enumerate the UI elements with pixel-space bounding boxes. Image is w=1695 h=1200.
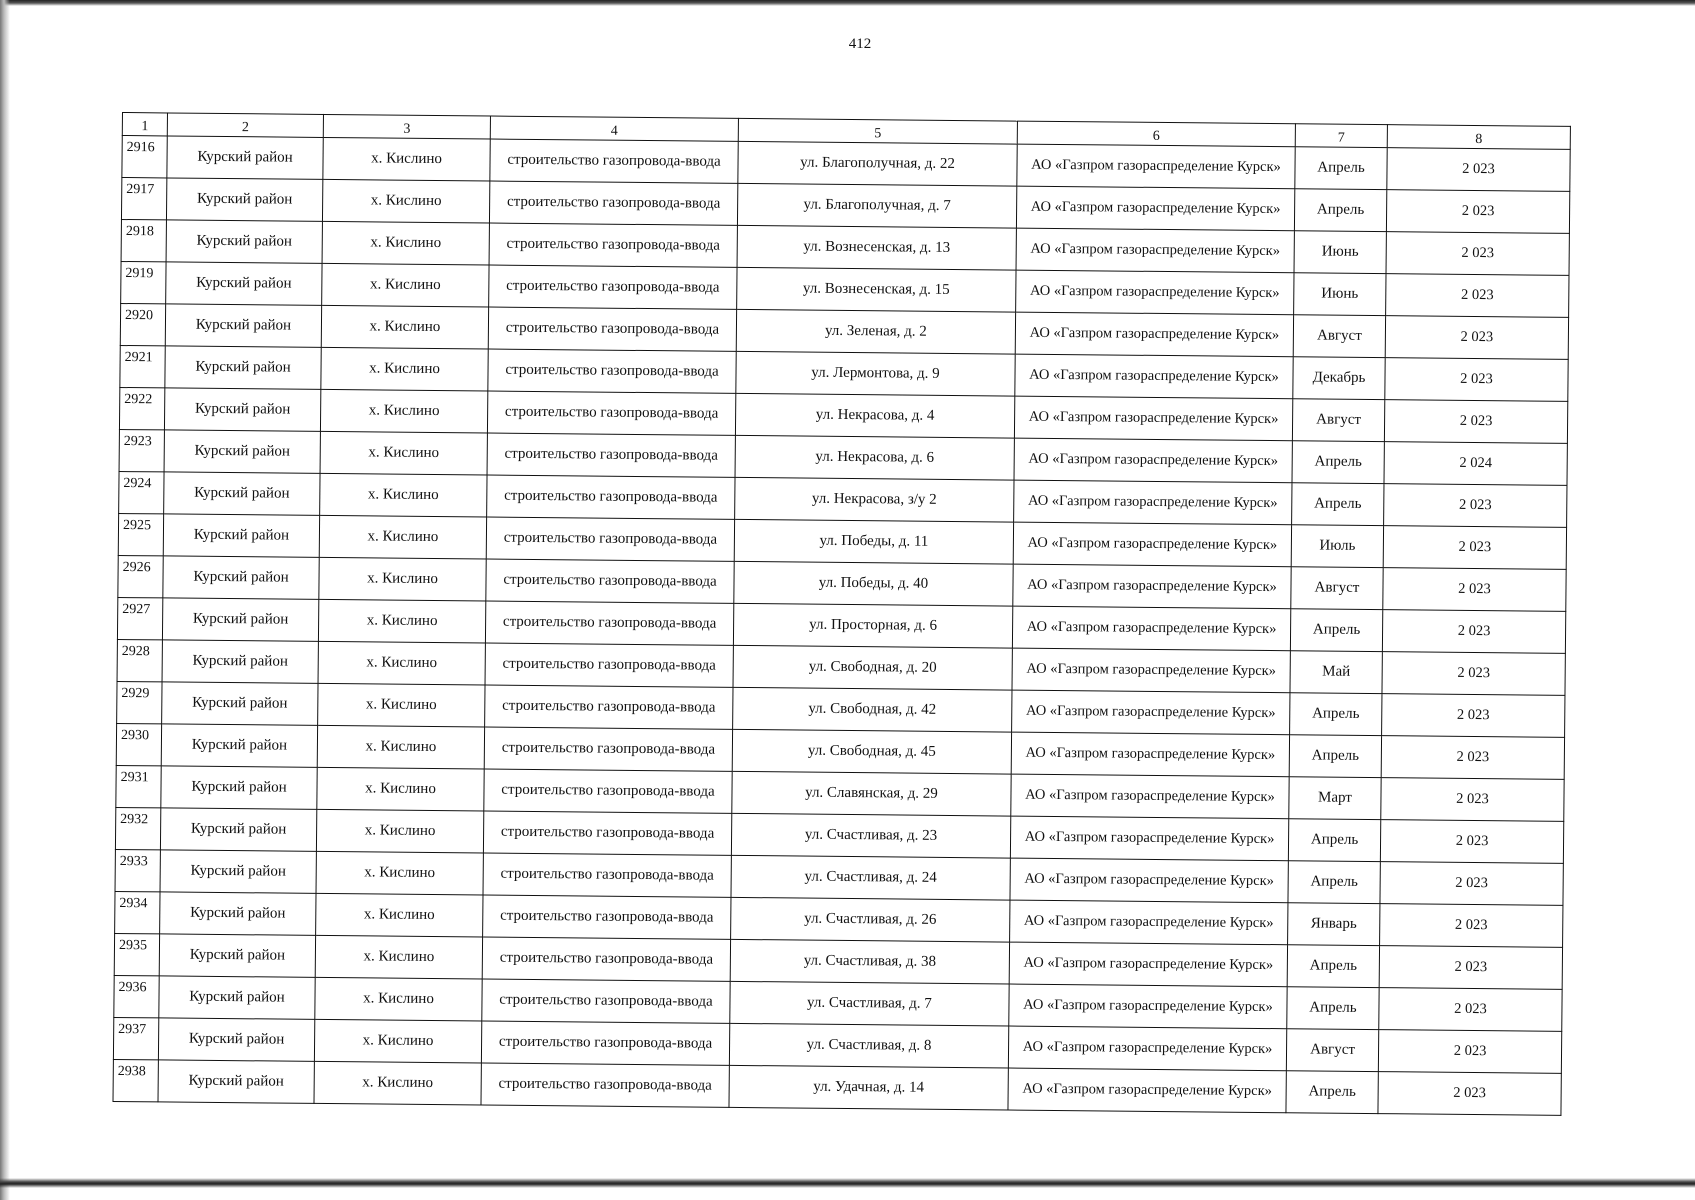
settlement-cell: х. Кислино (318, 641, 485, 685)
settlement-cell: х. Кислино (321, 347, 488, 391)
work-type-cell: строительство газопровода-ввода (488, 349, 736, 393)
row-number-cell: 2924 (119, 471, 164, 513)
column-header: 8 (1387, 125, 1570, 150)
year-cell: 2 023 (1378, 1030, 1561, 1074)
year-cell: 2 023 (1378, 1072, 1561, 1116)
year-cell: 2 023 (1381, 778, 1564, 822)
settlement-cell: х. Кислино (316, 851, 483, 895)
district-cell: Курский район (162, 640, 318, 683)
row-number-cell: 2926 (118, 555, 163, 597)
district-cell: Курский район (164, 472, 320, 515)
work-type-cell: строительство газопровода-ввода (486, 559, 734, 603)
address-cell: ул. Вознесенская, д. 13 (737, 225, 1016, 270)
month-cell: Апрель (1290, 693, 1382, 736)
column-header: 4 (490, 116, 738, 141)
work-type-cell: строительство газопровода-ввода (481, 1021, 729, 1065)
month-cell: Апрель (1292, 483, 1384, 526)
address-cell: ул. Славянская, д. 29 (732, 771, 1011, 816)
organization-cell: АО «Газпром газораспределение Курск» (1013, 564, 1291, 609)
work-type-cell: строительство газопровода-ввода (489, 223, 737, 267)
row-number-cell: 2916 (122, 136, 167, 178)
month-cell: Апрель (1287, 987, 1379, 1030)
month-cell: Апрель (1290, 609, 1382, 652)
address-cell: ул. Счастливая, д. 38 (730, 939, 1009, 984)
month-cell: Апрель (1288, 861, 1380, 904)
row-number-cell: 2921 (120, 345, 165, 387)
row-number-cell: 2932 (115, 807, 160, 849)
year-cell: 2 023 (1380, 820, 1563, 864)
row-number-cell: 2937 (113, 1017, 158, 1059)
column-header: 6 (1017, 121, 1295, 147)
month-cell: Июль (1291, 525, 1383, 568)
organization-cell: АО «Газпром газораспределение Курск» (1014, 396, 1292, 441)
month-cell: Май (1290, 651, 1382, 694)
work-type-cell: строительство газопровода-ввода (487, 433, 735, 477)
column-header: 2 (167, 113, 323, 137)
row-number-cell: 2929 (117, 681, 162, 723)
address-cell: ул. Свободная, д. 20 (733, 645, 1012, 690)
settlement-cell: х. Кислино (323, 137, 490, 181)
district-cell: Курский район (166, 178, 322, 221)
month-cell: Март (1289, 777, 1381, 820)
year-cell: 2 023 (1385, 358, 1568, 402)
district-cell: Курский район (158, 1060, 314, 1103)
month-cell: Август (1292, 399, 1384, 442)
district-cell: Курский район (166, 220, 322, 263)
district-cell: Курский район (159, 976, 315, 1019)
scan-edge-left (0, 0, 10, 1200)
district-cell: Курский район (163, 514, 319, 557)
row-number-cell: 2922 (119, 387, 164, 429)
row-number-cell: 2925 (118, 513, 163, 555)
table-wrapper (112, 112, 1569, 1116)
month-cell: Апрель (1286, 1071, 1378, 1114)
month-cell: Июнь (1294, 273, 1386, 316)
work-type-cell: строительство газопровода-ввода (489, 181, 737, 225)
settlement-cell: х. Кислино (320, 473, 487, 517)
settlement-cell: х. Кислино (320, 389, 487, 433)
district-cell: Курский район (163, 556, 319, 599)
row-number-cell: 2936 (114, 975, 159, 1017)
month-cell: Август (1291, 567, 1383, 610)
row-number-cell: 2927 (117, 597, 162, 639)
address-cell: ул. Победы, д. 40 (734, 561, 1013, 606)
row-number-cell: 2933 (115, 849, 160, 891)
organization-cell: АО «Газпром газораспределение Курск» (1015, 312, 1293, 357)
district-cell: Курский район (161, 766, 317, 809)
month-cell: Август (1293, 315, 1385, 358)
organization-cell: АО «Газпром газораспределение Курск» (1011, 774, 1289, 819)
organization-cell: АО «Газпром газораспределение Курск» (1016, 186, 1294, 231)
work-type-cell: строительство газопровода-ввода (487, 475, 735, 519)
settlement-cell: х. Кислино (315, 977, 482, 1021)
district-cell: Курский район (160, 892, 316, 935)
year-cell: 2 023 (1380, 904, 1563, 948)
settlement-cell: х. Кислино (317, 725, 484, 769)
year-cell: 2 023 (1384, 484, 1567, 528)
scan-edge-top (0, 0, 1695, 6)
work-type-cell: строительство газопровода-ввода (483, 895, 731, 939)
row-number-cell: 2923 (119, 429, 164, 471)
work-type-cell: строительство газопровода-ввода (481, 1063, 729, 1107)
work-type-cell: строительство газопровода-ввода (483, 853, 731, 897)
address-cell: ул. Счастливая, д. 26 (731, 897, 1010, 942)
row-number-cell: 2919 (121, 261, 166, 303)
month-cell: Апрель (1292, 441, 1384, 484)
address-cell: ул. Счастливая, д. 23 (731, 813, 1010, 858)
year-cell: 2 023 (1380, 862, 1563, 906)
settlement-cell: х. Кислино (322, 221, 489, 265)
work-type-cell: строительство газопровода-ввода (484, 727, 732, 771)
month-cell: Апрель (1289, 735, 1381, 778)
district-cell: Курский район (165, 304, 321, 347)
year-cell: 2 023 (1379, 988, 1562, 1032)
year-cell: 2 023 (1383, 568, 1566, 612)
district-cell: Курский район (166, 262, 322, 305)
address-cell: ул. Некрасова, з/у 2 (735, 477, 1014, 522)
address-cell: ул. Некрасова, д. 4 (735, 393, 1014, 438)
address-cell: ул. Удачная, д. 14 (729, 1065, 1008, 1110)
organization-cell: АО «Газпром газораспределение Курск» (1016, 228, 1294, 273)
work-type-cell: строительство газопровода-ввода (486, 517, 734, 561)
month-cell: Апрель (1288, 819, 1380, 862)
month-cell: Апрель (1295, 147, 1387, 190)
organization-cell: АО «Газпром газораспределение Курск» (1014, 480, 1292, 525)
address-cell: ул. Победы, д. 11 (734, 519, 1013, 564)
organization-cell: АО «Газпром газораспределение Курск» (1017, 144, 1295, 189)
organization-cell: АО «Газпром газораспределение Курск» (1008, 1068, 1286, 1113)
district-cell: Курский район (165, 346, 321, 389)
work-type-cell: строительство газопровода-ввода (482, 937, 730, 981)
year-cell: 2 023 (1384, 400, 1567, 444)
organization-cell: АО «Газпром газораспределение Курск» (1008, 1026, 1286, 1071)
row-number-cell: 2930 (116, 723, 161, 765)
column-header: 1 (122, 113, 167, 136)
row-number-cell: 2928 (117, 639, 162, 681)
settlement-cell: х. Кислино (319, 515, 486, 559)
settlement-cell: х. Кислино (319, 557, 486, 601)
month-cell: Январь (1288, 903, 1380, 946)
settlement-cell: х. Кислино (318, 599, 485, 643)
work-type-cell: строительство газопровода-ввода (490, 139, 738, 183)
address-cell: ул. Счастливая, д. 8 (729, 1023, 1008, 1068)
district-cell: Курский район (164, 388, 320, 431)
district-cell: Курский район (167, 136, 323, 179)
district-cell: Курский район (164, 430, 320, 473)
month-cell: Июнь (1294, 231, 1386, 274)
month-cell: Апрель (1294, 189, 1386, 232)
organization-cell: АО «Газпром газораспределение Курск» (1011, 732, 1289, 777)
year-cell: 2 023 (1382, 610, 1565, 654)
work-type-cell: строительство газопровода-ввода (484, 769, 732, 813)
column-header: 7 (1295, 124, 1387, 148)
year-cell: 2 023 (1382, 652, 1565, 696)
organization-cell: АО «Газпром газораспределение Курск» (1010, 900, 1288, 945)
year-cell: 2 024 (1384, 442, 1567, 486)
page-number: 412 (848, 36, 872, 52)
work-type-cell: строительство газопровода-ввода (485, 601, 733, 645)
settlement-cell: х. Кислино (316, 809, 483, 853)
year-cell: 2 023 (1386, 274, 1569, 318)
row-number-cell: 2931 (116, 765, 161, 807)
organization-cell: АО «Газпром газораспределение Курск» (1015, 354, 1293, 399)
year-cell: 2 023 (1386, 232, 1569, 276)
address-cell: ул. Счастливая, д. 24 (731, 855, 1010, 900)
district-cell: Курский район (158, 1018, 314, 1061)
organization-cell: АО «Газпром газораспределение Курск» (1010, 858, 1288, 903)
address-cell: ул. Вознесенская, д. 15 (737, 267, 1016, 312)
row-number-cell: 2917 (121, 178, 166, 220)
organization-cell: АО «Газпром газораспределение Курск» (1009, 984, 1287, 1029)
settlement-cell: х. Кислино (320, 431, 487, 475)
settlement-cell: х. Кислино (314, 1061, 481, 1105)
column-header: 3 (323, 114, 490, 139)
district-cell: Курский район (160, 850, 316, 893)
organization-cell: АО «Газпром газораспределение Курск» (1012, 690, 1290, 735)
year-cell: 2 023 (1382, 694, 1565, 738)
organization-cell: АО «Газпром газораспределение Курск» (1012, 606, 1290, 651)
address-cell: ул. Свободная, д. 45 (732, 729, 1011, 774)
address-cell: ул. Зеленая, д. 2 (736, 309, 1015, 354)
row-number-cell: 2918 (121, 219, 166, 261)
work-type-cell: строительство газопровода-ввода (483, 811, 731, 855)
row-number-cell: 2920 (120, 303, 165, 345)
work-type-cell: строительство газопровода-ввода (488, 307, 736, 351)
settlement-cell: х. Кислино (316, 893, 483, 937)
address-cell: ул. Просторная, д. 6 (733, 603, 1012, 648)
work-type-cell: строительство газопровода-ввода (489, 265, 737, 309)
year-cell: 2 023 (1379, 946, 1562, 990)
table-body (113, 136, 1570, 1116)
district-cell: Курский район (162, 682, 318, 725)
settlement-cell: х. Кислино (315, 935, 482, 979)
district-cell: Курский район (159, 934, 315, 977)
organization-cell: АО «Газпром газораспределение Курск» (1013, 522, 1291, 567)
row-number-cell: 2938 (113, 1059, 158, 1101)
year-cell: 2 023 (1383, 526, 1566, 570)
organization-cell: АО «Газпром газораспределение Курск» (1014, 438, 1292, 483)
year-cell: 2 023 (1386, 190, 1569, 234)
scan-edge-bottom (0, 1178, 1695, 1188)
organization-cell: АО «Газпром газораспределение Курск» (1010, 816, 1288, 861)
address-cell: ул. Свободная, д. 42 (733, 687, 1012, 732)
district-cell: Курский район (162, 598, 318, 641)
work-type-cell: строительство газопровода-ввода (487, 391, 735, 435)
column-header: 5 (738, 118, 1017, 144)
work-type-cell: строительство газопровода-ввода (485, 685, 733, 729)
settlement-cell: х. Кислино (322, 179, 489, 223)
settlement-cell: х. Кислино (318, 683, 485, 727)
settlement-cell: х. Кислино (317, 767, 484, 811)
work-type-cell: строительство газопровода-ввода (482, 979, 730, 1023)
district-cell: Курский район (160, 808, 316, 851)
address-cell: ул. Благополучная, д. 7 (737, 183, 1016, 228)
row-number-cell: 2935 (114, 933, 159, 975)
month-cell: Август (1286, 1029, 1378, 1072)
data-table (112, 112, 1570, 1116)
row-number-cell: 2934 (115, 891, 160, 933)
organization-cell: АО «Газпром газораспределение Курск» (1009, 942, 1287, 987)
settlement-cell: х. Кислино (322, 263, 489, 307)
month-cell: Декабрь (1293, 357, 1385, 400)
organization-cell: АО «Газпром газораспределение Курск» (1016, 270, 1294, 315)
month-cell: Апрель (1287, 945, 1379, 988)
district-cell: Курский район (161, 724, 317, 767)
address-cell: ул. Лермонтова, д. 9 (736, 351, 1015, 396)
work-type-cell: строительство газопровода-ввода (485, 643, 733, 687)
organization-cell: АО «Газпром газораспределение Курск» (1012, 648, 1290, 693)
address-cell: ул. Счастливая, д. 7 (730, 981, 1009, 1026)
year-cell: 2 023 (1385, 316, 1568, 360)
settlement-cell: х. Кислино (314, 1019, 481, 1063)
year-cell: 2 023 (1387, 148, 1570, 192)
year-cell: 2 023 (1381, 736, 1564, 780)
address-cell: ул. Некрасова, д. 6 (735, 435, 1014, 480)
address-cell: ул. Благополучная, д. 22 (738, 141, 1017, 186)
settlement-cell: х. Кислино (321, 305, 488, 349)
